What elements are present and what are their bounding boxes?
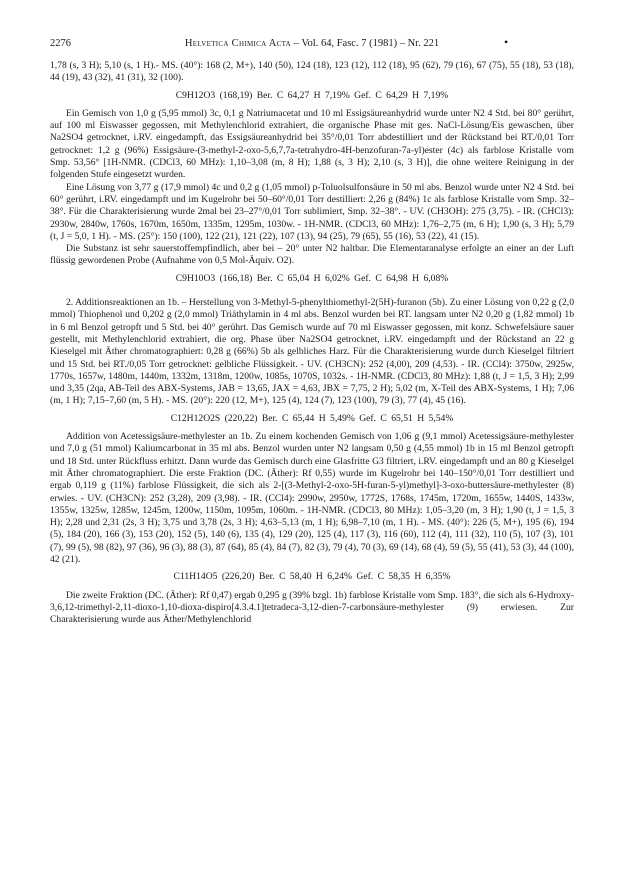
paragraph: 2. Additionsreaktionen an 1b. – Herstellung von 3-Methyl-5-phenylthiomethyl-2(5H)-furanon (5b). Zu einer Lösung von 0,22 g (2,0 mmol) Thiophenol und 0,202 g (2,0 mmol) Triäthylamin in 4 ml abs. Benzol wurden bei RT. langsam unter N2 0,20 g (1,82 mmol) 1b in 6 ml Benzol getropft und 5 Std. bei 40° gerührt. Das Gemisch wurde auf 70 ml Eiswasser gegossen, mit konz. Schwefelsäure sauer gestellt, mit Methylenchlorid extrahiert, die org. Phase über Na2SO4 getrocknet, i.RV. eingedampft und der Rückstand an 22 g Kieselgel mit Äther chromatographiert: 0,28 g (66%) 5b als gelbliches Harz. Für die Charakterisierung wurde durch Kieselgel filtriert und 15 Std. bei RT./0,05 Torr getrocknet: gelbliche Flüssigkeit. - UV. (CH3CN): 252 (4,00), 209 (4,53). - IR. (CCl4): 3750w, 2925w, 1770s, 1657w, 1480m, 1440m, 1332m, 1318m, 1200w, 1085s, 1070S, 1032s. - 1H-NMR. (CDCl3, 80 MHz): 1,88 (t, J = 1,5, 3 H); 2,99 und 3,35 (2qa, AB-Teil des ABX-Systems, JAB = 13,65, JAX = 4,63, JBX = 7,75, 2 H); 5,02 (m, X-Teil des ABX-Systems, 1 H); 7,06 (m, 1 H); 7,15–7,60 (m, 5 H). - MS. (20°): 220 (12, M+), 125 (4), 124 (7), 123 (100), 79 (3), 77 (4), 45 (16). xyxy=(50,297,574,407)
page-number: 2276 xyxy=(50,38,71,49)
paragraph: Die Substanz ist sehr sauerstoffempfindlich, aber bei – 20° unter N2 haltbar. Die Elementaranalyse erfolgte an einer an der Luft flüssig gewordenen Probe (Aufnahme von 0,5 Mol-Äquiv. O2). xyxy=(50,243,574,267)
paragraph: Ein Gemisch von 1,0 g (5,95 mmol) 3c, 0,1 g Natriumacetat und 10 ml Essigsäureanhydrid wurde unter N2 4 Std. bei 80° gerührt, auf 100 ml Eiswasser gegossen, mit Methylenchlorid extrahiert, die organische Phase mit ges. NaCl-Lösung/Eis gewaschen, über Na2SO4 getrocknet, i.RV. eingedampft, das Essigsäureanhydrid bei 35°/0,01 Torr abdestilliert und der Rückstand bei RT./0,01 Torr getrocknet: 1,2 g (96%) Essigsäure-(3-methyl-2-oxo-5,6,7,7a-tetrahydro-4H-benzofuran-7a-yl)ester (4c) als farblose Kristalle vom Smp. 53,56° [1H-NMR. (CDCl3, 60 MHz): 1,10–3,08 (m, 8 H); 1,88 (s, 3 H); 2,10 (s, 3 H)], die ohne weitere Reinigung in der folgenden Stufe eingesetzt wurden. xyxy=(50,107,574,181)
elemental-analysis: C12H12O2S (220,22) Ber. C 65,44 H 5,49% Gef. C 65,51 H 5,54% xyxy=(170,412,454,424)
issue-info: – Vol. 64, Fasc. 7 (1981) – Nr. 221 xyxy=(293,38,440,49)
elemental-analysis: C9H10O3 (166,18) Ber. C 65,04 H 6,02% Gef. C 64,98 H 6,08% xyxy=(175,272,449,284)
page-header xyxy=(50,35,574,52)
running-head xyxy=(50,38,574,49)
paragraph: 1,78 (s, 3 H); 5,10 (s, 1 H).- MS. (40°): 168 (2, M+), 140 (50), 124 (18), 123 (12), 112 (18), 95 (62), 79 (16), 67 (75), 55 (18), 53 (18), 44 (19), 43 (32), 41 (31), 32 (100). xyxy=(50,60,574,84)
paragraph: Addition von Acetessigsäure-methylester an 1b. Zu einem kochenden Gemisch von 1,06 g (9,1 mmol) Acetessigsäure-methylester und 7,0 g (51 mmol) Kaliumcarbonat in 35 ml abs. Benzol wurden unter N2 langsam 0,50 g (4,55 mmol) 1b in 15 ml Benzol getropft und 18 Std. unter Rückfluss erhitzt. Dann wurde das Gemisch durch eine Glasfritte G3 filtriert, i.RV. eingedampft und an 80 g Kieselgel mit Äther chromatographiert. Die erste Fraktion (DC. (Äther): Rf 0,55) wurde im Kugelrohr bei 140–150°/0,01 Torr destilliert und ergab 0,119 g (11%) farblose Flüssigkeit, die sich als 2-[(3-Methyl-2-oxo-5H-furan-5-yl)methyl]-3-oxo-buttersäure-methylester (8) erwies. - UV. (CH3CN): 252 (3,28), 209 (3,98). - IR. (CCl4): 2990w, 2950w, 1772S, 1768s, 1745m, 1720m, 1655w, 1440S, 1433w, 1355w, 1325w, 1285w, 1245m, 1200w, 1150m, 1095m, 1060m. - 1H-NMR. (CDCl3, 80 MHz): 1,05–3,20 (m, 3 H); 1,90 (t, J = 1,5, 3 H); 2,28 und 2,31 (2s, 3 H); 3,75 und 3,78 (2s, 3 H); 4,63–5,13 (m, 1 H); 6,98–7,10 (m, 1 H). - MS. (40°): 226 (5, M+), 195 (6), 194 (5), 184 (20), 166 (3), 153 (20), 152 (5), 140 (6), 135 (4), 129 (20), 125 (4), 117 (3), 116 (60), 112 (4), 111 (32), 110 (5), 107 (3), 101 (7), 99 (5), 98 (82), 97 (36), 96 (3), 88 (3), 87 (64), 85 (4), 84 (7), 82 (3), 79 (4), 70 (3), 69 (14), 68 (4), 59 (5), 55 (41), 53 (3), 44 (100), 42 (21). xyxy=(50,431,574,565)
journal-name: Helvetica Chimica Acta xyxy=(184,38,292,49)
elemental-analysis: C9H12O3 (168,19) Ber. C 64,27 H 7,19% Gef. C 64,29 H 7,19% xyxy=(175,89,449,101)
margin-mark: • xyxy=(504,35,509,49)
paragraph: Die zweite Fraktion (DC. (Äther): Rf 0,47) ergab 0,295 g (39% bzgl. 1b) farblose Kristalle vom Smp. 183°, die sich als 6-Hydroxy-3,6,12-trimethyl-2,11-dioxo-1,10-dioxa-dispiro[4.3.4.1]tetradeca-3,12-dien-7-carbonsäure-methylester (9) erwiesen. Zur Charakterisierung wurde aus Äther/Methylenchlorid xyxy=(50,589,574,626)
paragraph: Eine Lösung von 3,77 g (17,9 mmol) 4c und 0,2 g (1,05 mmol) p-Toluolsulfonsäure in 50 ml abs. Benzol wurde unter N2 4 Std. bei 60° gerührt, i.RV. eingedampft und im Kugelrohr bei 50–60°/0,01 Torr destilliert: 2,26 g (84%) 1c als farblose Kristalle vom Smp. 32–38°. Für die Charakterisierung wurde 2mal bei 23–27°/0,01 Torr sublimiert, Smp. 32–38°. - UV. (CH3OH): 275 (3,75). - IR. (CHCl3): 2930w, 2840w, 1760s, 1670m, 1650m, 1335m, 1295m, 1030w. - 1H-NMR. (CDCl3, 60 MHz): 1,76–2,75 (m, 6 H); 1,90 (s, 3 H); 5,79 (t, J = 5,0, 1 H). - MS. (25°): 150 (100), 122 (21), 121 (22), 107 (13), 94 (25), 79 (65), 55 (16), 53 (22), 41 (15). xyxy=(50,181,574,242)
document-body xyxy=(50,60,574,626)
elemental-analysis: C11H14O5 (226,20) Ber. C 58,40 H 6,24% Gef. C 58,35 H 6,35% xyxy=(173,571,451,583)
